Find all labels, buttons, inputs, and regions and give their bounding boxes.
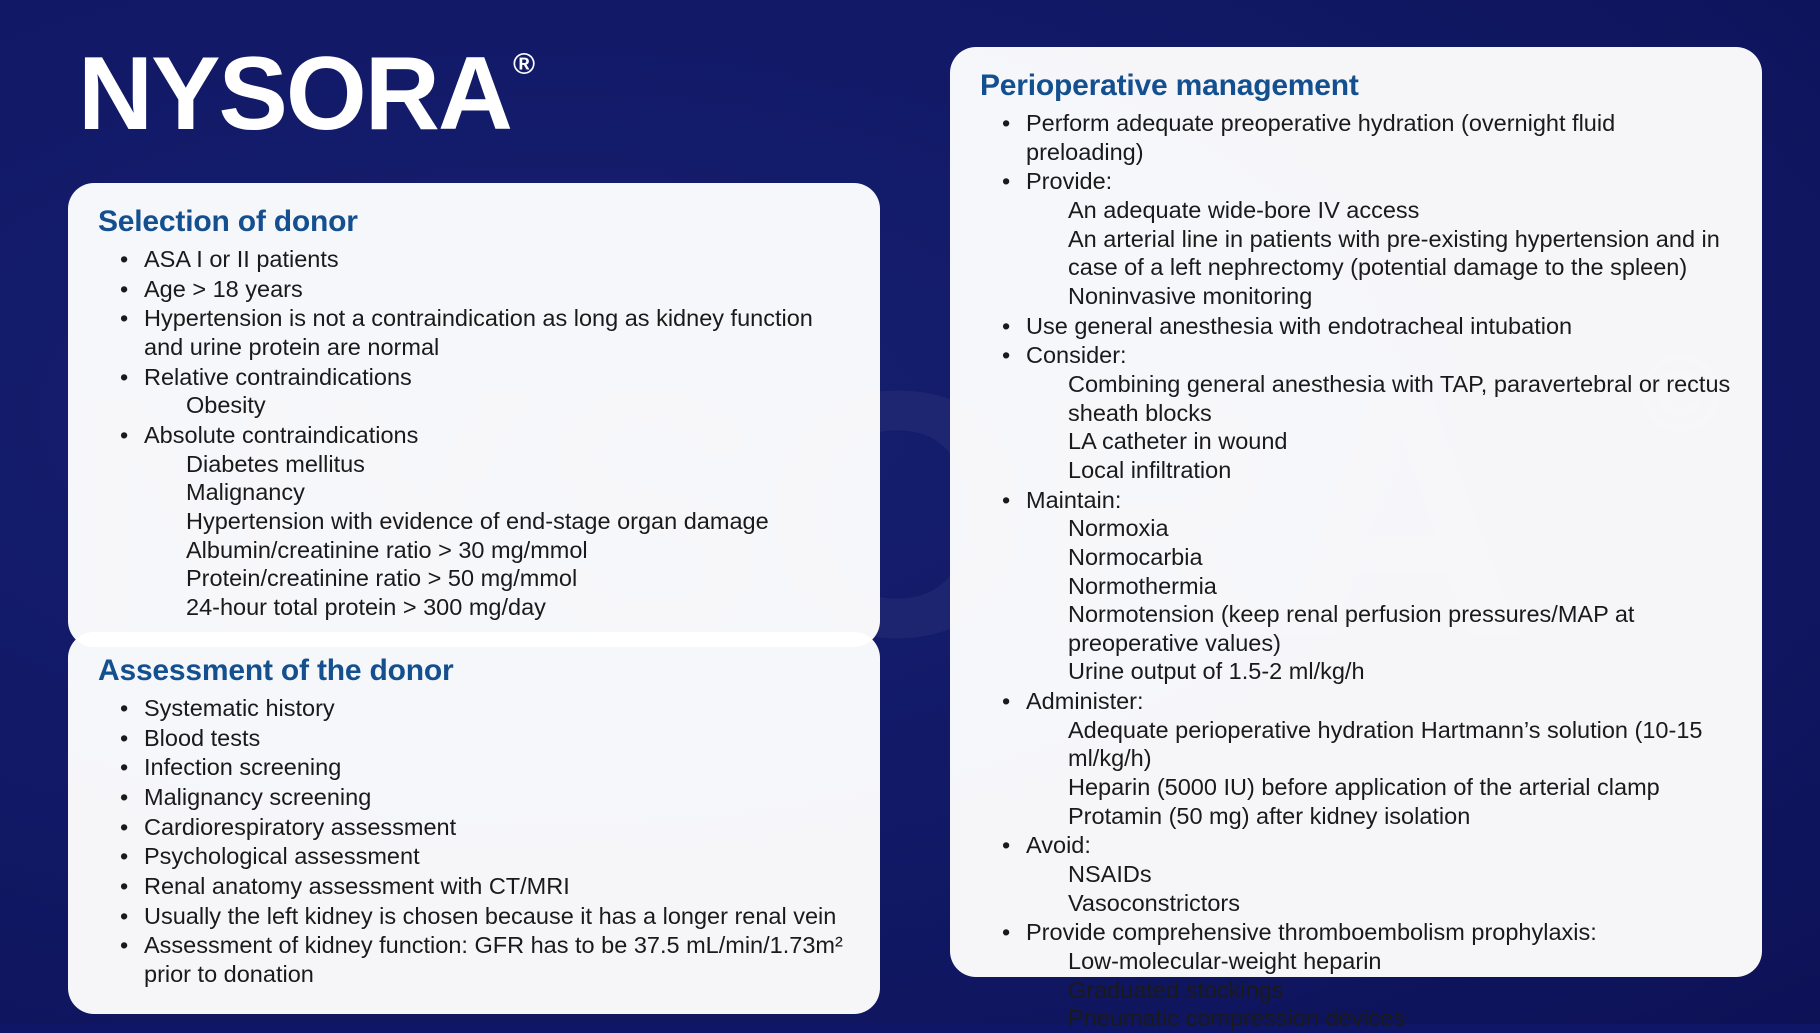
card-perioperative-management bbox=[950, 47, 1762, 1032]
bullet-text: Relative contraindications bbox=[144, 363, 412, 390]
sub-item-list bbox=[1026, 196, 1732, 311]
sub-item-list bbox=[144, 391, 850, 420]
bullet-dot-icon: • bbox=[120, 363, 129, 390]
bullet-item bbox=[980, 687, 1732, 830]
sub-item: Vasoconstrictors bbox=[1068, 889, 1240, 916]
sub-item-list bbox=[1026, 370, 1732, 485]
sub-item: Normotension (keep renal perfusion pressures/MAP at preoperative values) bbox=[1068, 601, 1635, 656]
sub-item: Normocarbia bbox=[1068, 543, 1203, 570]
sub-item: Pneumatic compression devices bbox=[1068, 1005, 1405, 1032]
sub-item: Diabetes mellitus bbox=[186, 450, 365, 477]
sub-item: Normoxia bbox=[1068, 515, 1169, 542]
sub-item: LA catheter in wound bbox=[1068, 428, 1288, 455]
sub-item: Combining general anesthesia with TAP, paravertebral or rectus sheath blocks bbox=[1068, 370, 1731, 426]
bullet-dot-icon: • bbox=[120, 695, 129, 721]
bullet-dot-icon: • bbox=[120, 783, 129, 810]
bullet-item bbox=[98, 363, 850, 420]
sub-item: Obesity bbox=[186, 392, 266, 419]
sub-item: Local infiltration bbox=[1068, 456, 1232, 483]
bullet-dot-icon: • bbox=[120, 813, 129, 840]
bullet-item bbox=[98, 724, 850, 753]
bullet-item bbox=[98, 902, 850, 931]
logo-wordmark: NYSORA bbox=[78, 36, 511, 152]
bullet-text: Provide comprehensive thromboembolism prophylaxis: bbox=[1026, 919, 1597, 946]
sub-item: NSAIDs bbox=[1068, 861, 1152, 888]
bullet-item bbox=[980, 486, 1732, 687]
bullet-dot-icon: • bbox=[1002, 168, 1011, 195]
bullet-item bbox=[98, 813, 850, 842]
nysora-logo bbox=[78, 36, 536, 152]
bullet-item bbox=[98, 421, 850, 622]
sub-item: An arterial line in patients with pre-existing hypertension and in case of a left nephrectomy (potential damage to the spleen) bbox=[1068, 225, 1720, 281]
bullet-dot-icon: • bbox=[1002, 688, 1011, 715]
bullet-dot-icon: • bbox=[120, 724, 129, 751]
sub-item: Hypertension with evidence of end-stage organ damage bbox=[186, 507, 769, 534]
bullet-dot-icon: • bbox=[1002, 312, 1011, 339]
sub-item-list bbox=[1026, 514, 1732, 686]
bullet-dot-icon: • bbox=[1002, 342, 1011, 369]
bullet-dot-icon: • bbox=[1002, 110, 1011, 136]
bullet-dot-icon: • bbox=[120, 246, 129, 272]
card-title: Perioperative management bbox=[980, 69, 1359, 102]
card-title: Selection of donor bbox=[98, 205, 358, 238]
sub-item: 24-hour total protein > 300 mg/day bbox=[186, 593, 546, 620]
bullet-item bbox=[98, 694, 850, 723]
card-assessment-of-the-donor bbox=[68, 632, 880, 1014]
bullet-item bbox=[980, 312, 1732, 341]
sub-item: Graduated stockings bbox=[1068, 976, 1284, 1003]
sub-item: Heparin (5000 IU) before application of the arterial clamp bbox=[1068, 774, 1660, 801]
sub-item: Malignancy bbox=[186, 479, 305, 506]
bullet-item bbox=[980, 831, 1732, 917]
sub-item-list bbox=[1026, 947, 1732, 1033]
bullet-dot-icon: • bbox=[1002, 486, 1011, 513]
bullet-item bbox=[98, 304, 850, 361]
bullet-item bbox=[98, 245, 850, 274]
bullet-item bbox=[98, 872, 850, 901]
sub-item: Normothermia bbox=[1068, 572, 1217, 599]
sub-item-list bbox=[1026, 716, 1732, 831]
bullet-text: Administer: bbox=[1026, 688, 1144, 715]
bullet-item bbox=[98, 753, 850, 782]
registered-trademark-icon: ® bbox=[512, 48, 536, 81]
bullet-text: Infection screening bbox=[144, 754, 342, 781]
bullet-text: Malignancy screening bbox=[144, 783, 372, 810]
bullet-text: ASA I or II patients bbox=[144, 246, 339, 272]
bullet-item bbox=[980, 341, 1732, 484]
bullet-text: Perform adequate preoperative hydration (overnight fluid preloading) bbox=[1026, 110, 1616, 165]
card-title: Assessment of the donor bbox=[98, 654, 454, 687]
bullet-text: Age > 18 years bbox=[144, 275, 303, 302]
sub-item: Protein/creatinine ratio > 50 mg/mmol bbox=[186, 565, 578, 592]
sub-item-list bbox=[1026, 860, 1732, 917]
bullet-dot-icon: • bbox=[120, 902, 129, 929]
sub-item: Urine output of 1.5-2 ml/kg/h bbox=[1068, 658, 1365, 685]
bullet-dot-icon: • bbox=[1002, 832, 1011, 859]
bullet-dot-icon: • bbox=[120, 421, 129, 448]
bullet-text: Systematic history bbox=[144, 695, 335, 721]
bullet-item bbox=[980, 167, 1732, 310]
bullet-dot-icon: • bbox=[120, 843, 129, 870]
sub-item: Adequate perioperative hydration Hartmann’s solution (10-15 ml/kg/h) bbox=[1068, 716, 1703, 772]
bullet-dot-icon: • bbox=[1002, 919, 1011, 946]
bullet-text: Absolute contraindications bbox=[144, 421, 419, 448]
bullet-text: Use general anesthesia with endotracheal intubation bbox=[1026, 312, 1573, 339]
bullet-list bbox=[980, 109, 1732, 1033]
bullet-dot-icon: • bbox=[120, 305, 129, 332]
bullet-item bbox=[980, 109, 1732, 166]
bullet-text: Hypertension is not a contraindication as long as kidney function and urine protein are normal bbox=[144, 305, 813, 360]
bullet-text: Usually the left kidney is chosen because it has a longer renal vein bbox=[144, 902, 837, 929]
bullet-item bbox=[980, 918, 1732, 1033]
bullet-text: Consider: bbox=[1026, 342, 1127, 369]
sub-item: Albumin/creatinine ratio > 30 mg/mmol bbox=[186, 536, 588, 563]
bullet-text: Provide: bbox=[1026, 168, 1113, 195]
bullet-text: Maintain: bbox=[1026, 486, 1122, 513]
sub-item: Low-molecular-weight heparin bbox=[1068, 948, 1382, 975]
bullet-dot-icon: • bbox=[120, 932, 129, 959]
bullet-item bbox=[98, 783, 850, 812]
bullet-text: Blood tests bbox=[144, 724, 261, 751]
bullet-dot-icon: • bbox=[120, 872, 129, 899]
bullet-item bbox=[98, 931, 850, 988]
sub-item: Protamin (50 mg) after kidney isolation bbox=[1068, 802, 1471, 829]
bullet-text: Cardiorespiratory assessment bbox=[144, 813, 457, 840]
bullet-dot-icon: • bbox=[120, 754, 129, 781]
bullet-item bbox=[98, 275, 850, 304]
card-selection-of-donor bbox=[68, 183, 880, 647]
bullet-item bbox=[98, 842, 850, 871]
sub-item-list bbox=[144, 450, 850, 622]
bullet-dot-icon: • bbox=[120, 275, 129, 302]
sub-item: An adequate wide-bore IV access bbox=[1068, 196, 1420, 223]
bullet-text: Assessment of kidney function: GFR has to be 37.5 mL/min/1.73m² prior to donation bbox=[144, 932, 843, 987]
sub-item: Noninvasive monitoring bbox=[1068, 282, 1313, 309]
bullet-text: Avoid: bbox=[1026, 832, 1091, 859]
bullet-text: Renal anatomy assessment with CT/MRI bbox=[144, 872, 570, 899]
bullet-list bbox=[98, 694, 850, 989]
bullet-text: Psychological assessment bbox=[144, 843, 420, 870]
bullet-list bbox=[98, 245, 850, 622]
